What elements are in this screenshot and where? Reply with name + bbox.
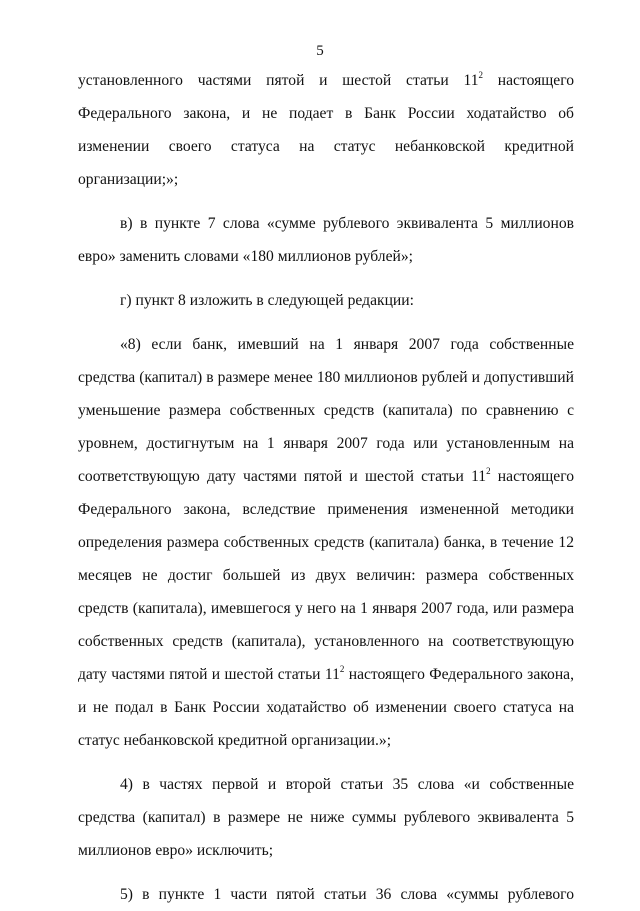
page-number: 5: [316, 43, 324, 59]
paragraph-item-v: в) в пункте 7 слова «сумме рублевого эквивалента 5 миллионов евро» заменить словами «180 миллионов рублей»;: [78, 215, 574, 265]
paragraph-item-4: 4) в частях первой и второй статьи 35 слова «и собственные средства (капитал) в размере не ниже суммы рублевого эквивалента 5 миллионов евро» исключить;: [78, 776, 574, 859]
paragraph-continuation: установленного частями пятой и шестой статьи $11^2$ настоящего Федерального закона, и не подает в Банк России ходатайство об изменении своего статуса на статус небанковской кредитной организации;»;: [78, 69, 574, 188]
paragraph-item-8: «8) если банк, имевший на 1 января 2007 года собственные средства (капитал) в размере менее 180 миллионов рублей и допустивший уменьшение размера собственных средств (капитала) по сравнению с уровнем, достигнутым на 1 января 2007 года или установленным на соответствующую дату частями пятой и шестой статьи $11^2$ настоящего Федерального закона, вследствие применения измененной методики определения размера собственных средств (капитала) банка, в течение 12 месяцев не достиг большей из двух величин: размера собственных средств (капитала), имевшегося у него на 1 января 2007 года, или размера собственных средств (капитала), установленного на соответствующую дату частями пятой и шестой статьи $11^2$ настоящего Федерального закона, и не подал в Банк России ходатайство об изменении своего статуса на статус небанковской кредитной организации.»;: [78, 336, 575, 749]
paragraph-item-5: 5) в пункте 1 части пятой статьи 36 слова «суммы рублевого: [120, 886, 574, 903]
paragraph-item-g: г) пункт 8 изложить в следующей редакции:: [120, 292, 414, 309]
document-body: [78, 64, 574, 911]
